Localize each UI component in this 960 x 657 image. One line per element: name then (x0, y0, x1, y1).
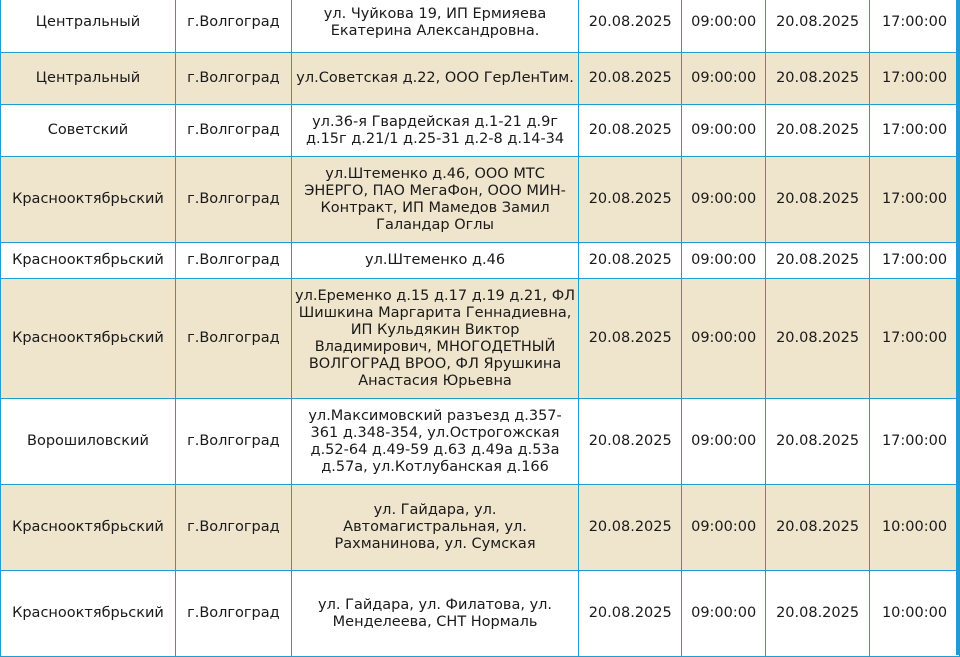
address-cell: ул. Чуйкова 19, ИП Ермияева Екатерина Александровна. (291, 0, 578, 53)
address-cell: ул.Еременко д.15 д.17 д.19 д.21, ФЛ Шишкина Маргарита Геннадиевна, ИП Кульдякин Виктор Владимирович, МНОГОДЕТНЫЙ ВОЛГОГРАД ВРОО, ФЛ Ярушкина Анастасия Юрьевна (291, 279, 578, 399)
table-row (1, 243, 960, 279)
city-cell: г.Волгоград (175, 105, 291, 157)
end-date-cell: 20.08.2025 (766, 157, 870, 243)
city-cell: г.Волгоград (175, 399, 291, 485)
start-time-cell: 09:00:00 (682, 105, 766, 157)
end-date-cell: 20.08.2025 (766, 105, 870, 157)
start-time-cell: 09:00:00 (682, 157, 766, 243)
end-time-cell: 17:00:00 (870, 157, 960, 243)
address-cell: ул. Гайдара, ул. Автомагистральная, ул. Рахманинова, ул. Сумская (291, 485, 578, 571)
city-cell: г.Волгоград (175, 157, 291, 243)
end-time-cell: 17:00:00 (870, 399, 960, 485)
start-time-cell: 09:00:00 (682, 485, 766, 571)
city-cell: г.Волгоград (175, 279, 291, 399)
end-date-cell: 20.08.2025 (766, 571, 870, 657)
end-date-cell: 20.08.2025 (766, 279, 870, 399)
start-time-cell: 09:00:00 (682, 571, 766, 657)
start-date-cell: 20.08.2025 (579, 485, 682, 571)
end-time-cell: 17:00:00 (870, 279, 960, 399)
end-date-cell: 20.08.2025 (766, 399, 870, 485)
end-date-cell: 20.08.2025 (766, 53, 870, 105)
district-cell: Краснооктябрьский (1, 243, 176, 279)
table-row (1, 571, 960, 657)
table-border-strip (956, 0, 960, 655)
district-cell: Краснооктябрьский (1, 485, 176, 571)
address-cell: ул. Гайдара, ул. Филатова, ул. Менделеева, СНТ Нормаль (291, 571, 578, 657)
district-cell: Краснооктябрьский (1, 571, 176, 657)
district-cell: Краснооктябрьский (1, 157, 176, 243)
address-cell: ул.Максимовский разъезд д.357-361 д.348-354, ул.Острогожская д.52-64 д.49-59 д.63 д.49а д.53а д.57а, ул.Котлубанская д.166 (291, 399, 578, 485)
end-time-cell: 17:00:00 (870, 0, 960, 53)
city-cell: г.Волгоград (175, 243, 291, 279)
address-cell: ул.Штеменко д.46 (291, 243, 578, 279)
end-time-cell: 17:00:00 (870, 53, 960, 105)
city-cell: г.Волгоград (175, 53, 291, 105)
end-date-cell: 20.08.2025 (766, 485, 870, 571)
start-date-cell: 20.08.2025 (579, 53, 682, 105)
start-time-cell: 09:00:00 (682, 0, 766, 53)
start-date-cell: 20.08.2025 (579, 571, 682, 657)
district-cell: Центральный (1, 0, 176, 53)
city-cell: г.Волгоград (175, 0, 291, 53)
district-cell: Краснооктябрьский (1, 279, 176, 399)
table-row (1, 105, 960, 157)
table-row (1, 279, 960, 399)
district-cell: Советский (1, 105, 176, 157)
end-date-cell: 20.08.2025 (766, 243, 870, 279)
district-cell: Ворошиловский (1, 399, 176, 485)
end-time-cell: 10:00:00 (870, 571, 960, 657)
start-date-cell: 20.08.2025 (579, 243, 682, 279)
start-time-cell: 09:00:00 (682, 279, 766, 399)
start-date-cell: 20.08.2025 (579, 0, 682, 53)
address-cell: ул.Советская д.22, ООО ГерЛенТим. (291, 53, 578, 105)
end-time-cell: 10:00:00 (870, 485, 960, 571)
start-date-cell: 20.08.2025 (579, 157, 682, 243)
district-cell: Центральный (1, 53, 176, 105)
start-date-cell: 20.08.2025 (579, 105, 682, 157)
start-date-cell: 20.08.2025 (579, 399, 682, 485)
end-date-cell: 20.08.2025 (766, 0, 870, 53)
start-time-cell: 09:00:00 (682, 53, 766, 105)
table-row (1, 157, 960, 243)
start-time-cell: 09:00:00 (682, 243, 766, 279)
table-row (1, 0, 960, 53)
address-cell: ул.Штеменко д.46, ООО МТС ЭНЕРГО, ПАО МегаФон, ООО МИН-Контракт, ИП Мамедов Замил Галандар Оглы (291, 157, 578, 243)
start-time-cell: 09:00:00 (682, 399, 766, 485)
end-time-cell: 17:00:00 (870, 243, 960, 279)
table-row (1, 53, 960, 105)
start-date-cell: 20.08.2025 (579, 279, 682, 399)
table-row (1, 485, 960, 571)
end-time-cell: 17:00:00 (870, 105, 960, 157)
address-cell: ул.36-я Гвардейская д.1-21 д.9г д.15г д.21/1 д.25-31 д.2-8 д.14-34 (291, 105, 578, 157)
table-row (1, 399, 960, 485)
city-cell: г.Волгоград (175, 571, 291, 657)
city-cell: г.Волгоград (175, 485, 291, 571)
